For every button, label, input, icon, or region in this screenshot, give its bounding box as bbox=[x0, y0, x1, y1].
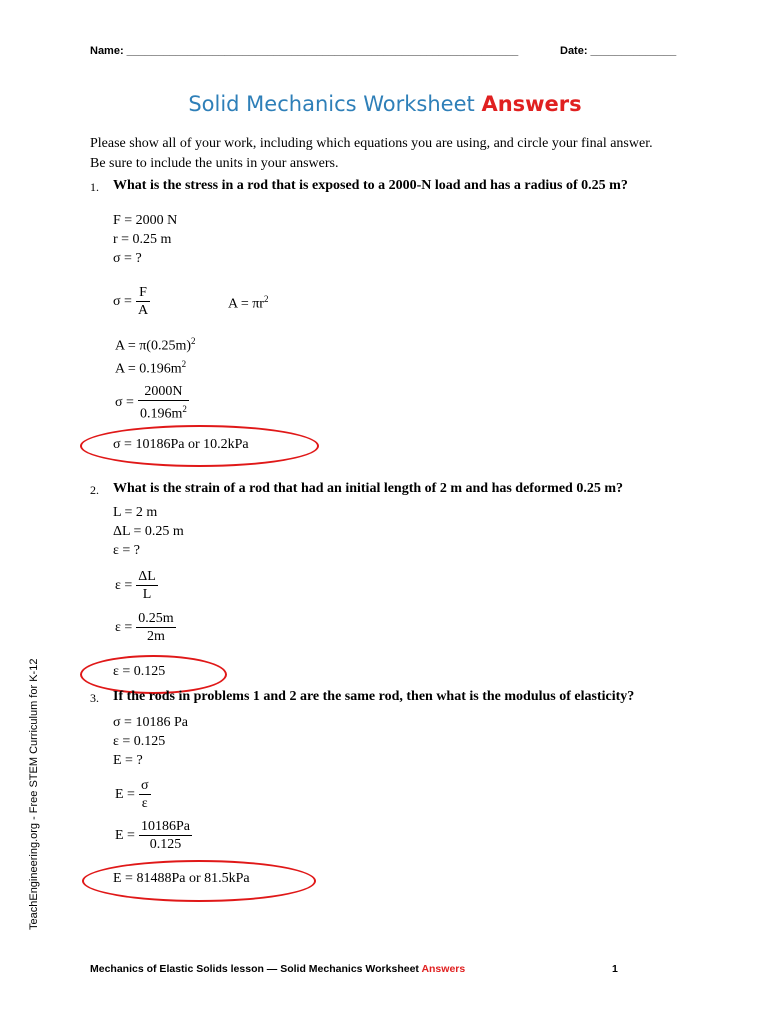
date-field-label: Date: ______________ bbox=[560, 45, 677, 57]
answer-1: σ = 10186Pa or 10.2kPa bbox=[113, 437, 249, 452]
q1-sub-lhs: σ = bbox=[115, 394, 134, 410]
q2-sub-lhs: ε = bbox=[115, 619, 133, 635]
title-accent: Answers bbox=[481, 92, 582, 116]
question-1-number: 1. bbox=[90, 180, 99, 194]
question-1-text: What is the stress in a rod that is exposed to a 2000-N load and has a radius of 0.25 m? bbox=[113, 178, 628, 193]
q3-sub-num: 10186Pa bbox=[140, 819, 190, 834]
q3-modulus-substitution bbox=[115, 818, 192, 853]
q3-given-strain: ε = 0.125 bbox=[113, 734, 166, 749]
q3-given-stress: σ = 10186 Pa bbox=[113, 715, 188, 730]
q2-sub-num: 0.25m bbox=[138, 611, 174, 626]
q2-strain-fraction bbox=[136, 568, 158, 603]
q1-area-formula bbox=[228, 294, 268, 313]
q2-sub-fraction bbox=[136, 610, 175, 645]
footer-text bbox=[90, 963, 465, 975]
q2-strain-substitution bbox=[115, 610, 176, 645]
q3-given-unknown: E = ? bbox=[113, 753, 143, 768]
q1-stress-fraction bbox=[136, 284, 150, 319]
name-field-label: Name: ________________________________________________________________ bbox=[90, 45, 519, 57]
q1-area-value bbox=[115, 359, 186, 378]
instructions: Please show all of your work, including which equations you are using, and circle your final answer. Be sure to include the units in your answers. bbox=[90, 136, 653, 171]
question-2-text: What is the strain of a rod that had an initial length of 2 m and has deformed 0.25 m? bbox=[113, 481, 624, 496]
title-main: Solid Mechanics Worksheet bbox=[188, 92, 475, 116]
q2-given-deformation: ΔL = 0.25 m bbox=[113, 524, 184, 539]
answer-3: E = 81488Pa or 81.5kPa bbox=[113, 871, 250, 886]
footer-accent: Answers bbox=[421, 963, 466, 975]
q1-stress-substitution bbox=[115, 383, 189, 423]
q2-given-length: L = 2 m bbox=[113, 505, 158, 520]
q1-area-val-sup: 2 bbox=[181, 359, 187, 369]
q2-strain-den: L bbox=[142, 587, 152, 602]
q1-area-formula-sup: 2 bbox=[263, 294, 269, 304]
question-3-text: If the rods in problems 1 and 2 are the same rod, then what is the modulus of elasticity? bbox=[113, 689, 635, 704]
q1-sub-fraction bbox=[138, 383, 189, 423]
q3-modulus-lhs: E = bbox=[115, 786, 135, 802]
q1-stress-den: A bbox=[137, 303, 149, 318]
q1-area-sub-text: A = π(0.25m) bbox=[115, 338, 192, 354]
q3-sub-lhs: E = bbox=[115, 827, 135, 843]
q1-sub-den-text: 0.196m bbox=[139, 406, 183, 422]
footer-title: Mechanics of Elastic Solids lesson — Solid Mechanics Worksheet bbox=[90, 963, 419, 975]
q3-modulus-den: ε bbox=[141, 796, 148, 811]
answer-2: ε = 0.125 bbox=[113, 664, 166, 679]
q2-given-unknown: ε = ? bbox=[113, 543, 140, 558]
page-title bbox=[0, 92, 770, 116]
q1-stress-formula bbox=[113, 284, 150, 319]
page-number: 1 bbox=[612, 963, 618, 975]
q2-strain-num: ΔL bbox=[138, 569, 156, 584]
q3-modulus-fraction bbox=[139, 777, 151, 812]
q1-given-radius: r = 0.25 m bbox=[113, 232, 172, 247]
q2-strain-lhs: ε = bbox=[115, 577, 133, 593]
q1-area-substitution bbox=[115, 336, 196, 355]
question-3-number: 3. bbox=[90, 691, 99, 705]
q2-strain-formula bbox=[115, 568, 158, 603]
q1-given-force: F = 2000 N bbox=[113, 213, 178, 228]
q1-given-unknown: σ = ? bbox=[113, 251, 142, 266]
q2-sub-den: 2m bbox=[147, 629, 165, 644]
q1-area-formula-text: A = πr bbox=[228, 296, 264, 312]
q1-stress-num: F bbox=[136, 284, 150, 302]
question-2-number: 2. bbox=[90, 483, 99, 497]
q3-modulus-formula bbox=[115, 777, 151, 812]
sidebar-curriculum-text: TeachEngineering.org - Free STEM Curriculum for K-12 bbox=[28, 658, 40, 930]
q3-modulus-num: σ bbox=[140, 778, 149, 793]
q1-sub-num: 2000N bbox=[138, 383, 189, 401]
q1-sub-den-sup: 2 bbox=[182, 404, 187, 414]
q1-area-val-text: A = 0.196m bbox=[115, 361, 182, 377]
q3-sub-fraction bbox=[139, 818, 192, 853]
q3-sub-den: 0.125 bbox=[149, 837, 182, 852]
q1-stress-lhs: σ = bbox=[113, 293, 132, 309]
q1-area-sub-sup: 2 bbox=[191, 336, 196, 346]
q1-sub-den bbox=[138, 401, 189, 423]
